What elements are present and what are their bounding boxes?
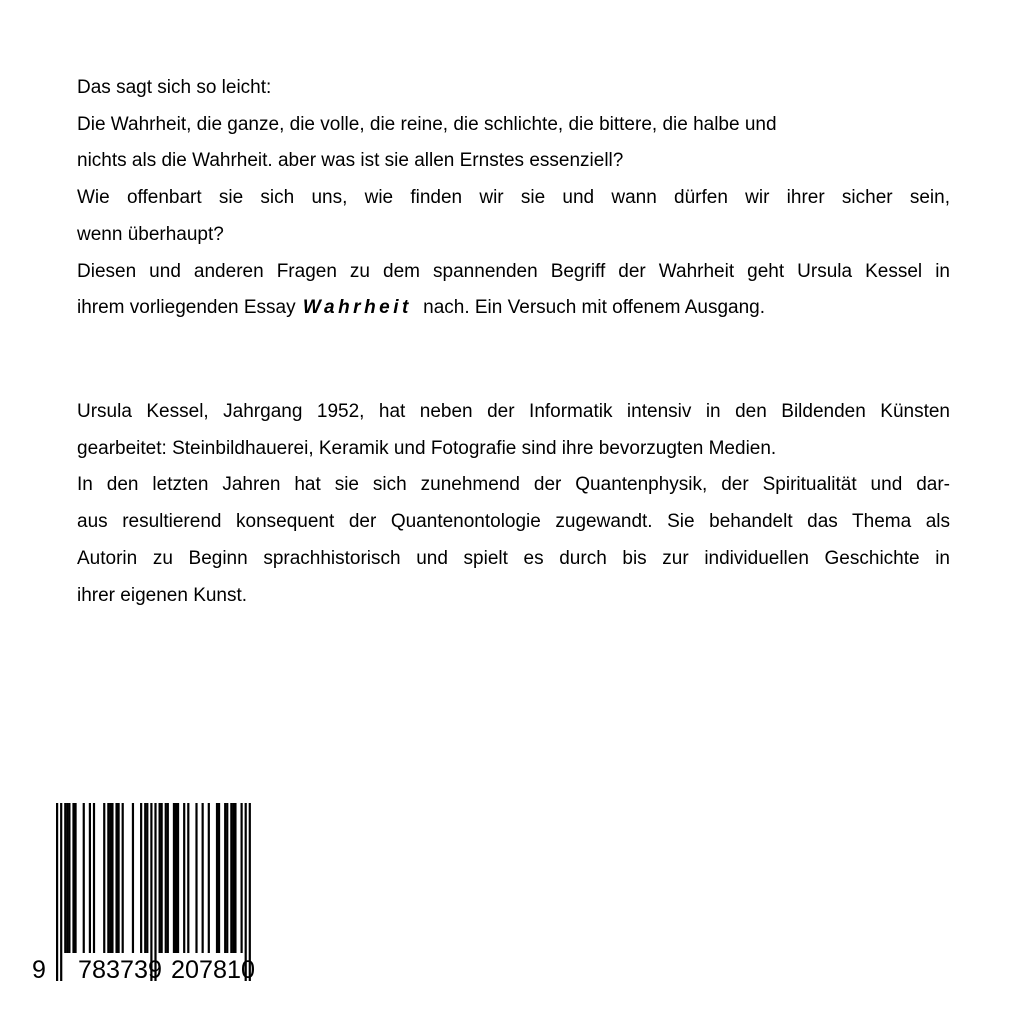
barcode-bar <box>103 803 105 953</box>
barcode-bar <box>68 803 70 953</box>
barcode-bar <box>216 803 218 953</box>
barcode-bar <box>202 803 204 953</box>
barcode-bar <box>226 803 228 953</box>
blurb-last-line <box>77 290 950 327</box>
blurb-line: Diesen und anderen Fragen zu dem spannenden Begriff der Wahrheit geht Ursula Kessel in <box>77 260 950 282</box>
blurb-line: wenn überhaupt? <box>77 223 224 245</box>
barcode-bar <box>111 803 113 953</box>
barcode-guard-bar <box>56 803 58 981</box>
author-bio-paragraph <box>77 394 950 614</box>
bio-line: ihrer eigenen Kunst. <box>77 584 248 606</box>
barcode-first-digit: 9 <box>32 956 46 984</box>
barcode-bar <box>183 803 185 953</box>
barcode-bar <box>232 803 234 953</box>
barcode-bar <box>107 803 109 953</box>
barcode-bar <box>115 803 117 953</box>
barcode-bar <box>173 803 175 953</box>
barcode-bar <box>72 803 74 953</box>
barcode-guard-bar <box>154 803 156 981</box>
barcode-left-digits: 783739 <box>78 956 162 984</box>
barcode-bar <box>175 803 177 953</box>
blurb-line: nichts als die Wahrheit. aber was ist sie allen Ernstes essenziell? <box>77 150 624 172</box>
bio-line: gearbeitet: Steinbildhauerei, Keramik und Fotografie sind ihre bevorzugten Medien. <box>77 437 777 459</box>
book-title-emphasis: Wahrheit <box>302 297 412 319</box>
blurb-last-line-start: ihrem vorliegenden Essay <box>77 297 296 319</box>
barcode-bar <box>109 803 111 953</box>
barcode-bar <box>177 803 179 953</box>
barcode-bar <box>167 803 169 953</box>
barcode-bar <box>93 803 95 953</box>
barcode-digits <box>32 956 255 984</box>
blurb-paragraph <box>77 70 950 327</box>
barcode-bar <box>218 803 220 953</box>
barcode-graphic <box>28 800 278 985</box>
barcode-bar <box>195 803 197 953</box>
barcode-guard-bar <box>60 803 62 981</box>
barcode-bar <box>64 803 66 953</box>
bio-line: aus resultierend konsequent der Quantenontologie zugewandt. Sie behandelt das Thema als <box>77 511 950 533</box>
barcode-bar <box>83 803 85 953</box>
bio-line: Autorin zu Beginn sprachhistorisch und spielt es durch bis zur individuellen Geschichte in <box>77 547 950 569</box>
blurb-line: Das sagt sich so leicht: <box>77 77 272 98</box>
barcode-bar <box>66 803 68 953</box>
barcode-bar <box>159 803 161 953</box>
barcode-bar <box>74 803 76 953</box>
barcode-bar <box>230 803 232 953</box>
barcode-bar <box>144 803 146 953</box>
blurb-line: Die Wahrheit, die ganze, die volle, die reine, die schlichte, die bittere, die halbe und <box>77 113 777 135</box>
barcode-bar <box>132 803 134 953</box>
barcode-guard-bar <box>245 803 247 981</box>
blurb-last-line-end: nach. Ein Versuch mit offenem Ausgang. <box>423 297 765 319</box>
blurb-line: Wie offenbart sie sich uns, wie finden wir sie und wann dürfen wir ihrer sicher sein, <box>77 187 950 209</box>
barcode-right-digits: 207810 <box>171 956 255 984</box>
barcode-bar <box>122 803 124 953</box>
barcode-bar <box>118 803 120 953</box>
barcode-bar <box>208 803 210 953</box>
barcode-guard-bar <box>249 803 251 981</box>
barcode-bar <box>161 803 163 953</box>
barcode-guard-bar <box>150 803 152 981</box>
barcode-bar <box>234 803 236 953</box>
barcode-bar <box>165 803 167 953</box>
barcode-bars <box>56 803 251 981</box>
isbn-barcode <box>28 800 278 985</box>
barcode-bar <box>224 803 226 953</box>
barcode-bar <box>89 803 91 953</box>
bio-line: Ursula Kessel, Jahrgang 1952, hat neben der Informatik intensiv in den Bildenden Künsten <box>77 401 950 422</box>
barcode-bar <box>187 803 189 953</box>
barcode-bar <box>146 803 148 953</box>
bio-line: In den letzten Jahren hat sie sich zunehmend der Quantenphysik, der Spiritualität und dar- <box>77 474 950 496</box>
barcode-bar <box>241 803 243 953</box>
barcode-bar <box>140 803 142 953</box>
